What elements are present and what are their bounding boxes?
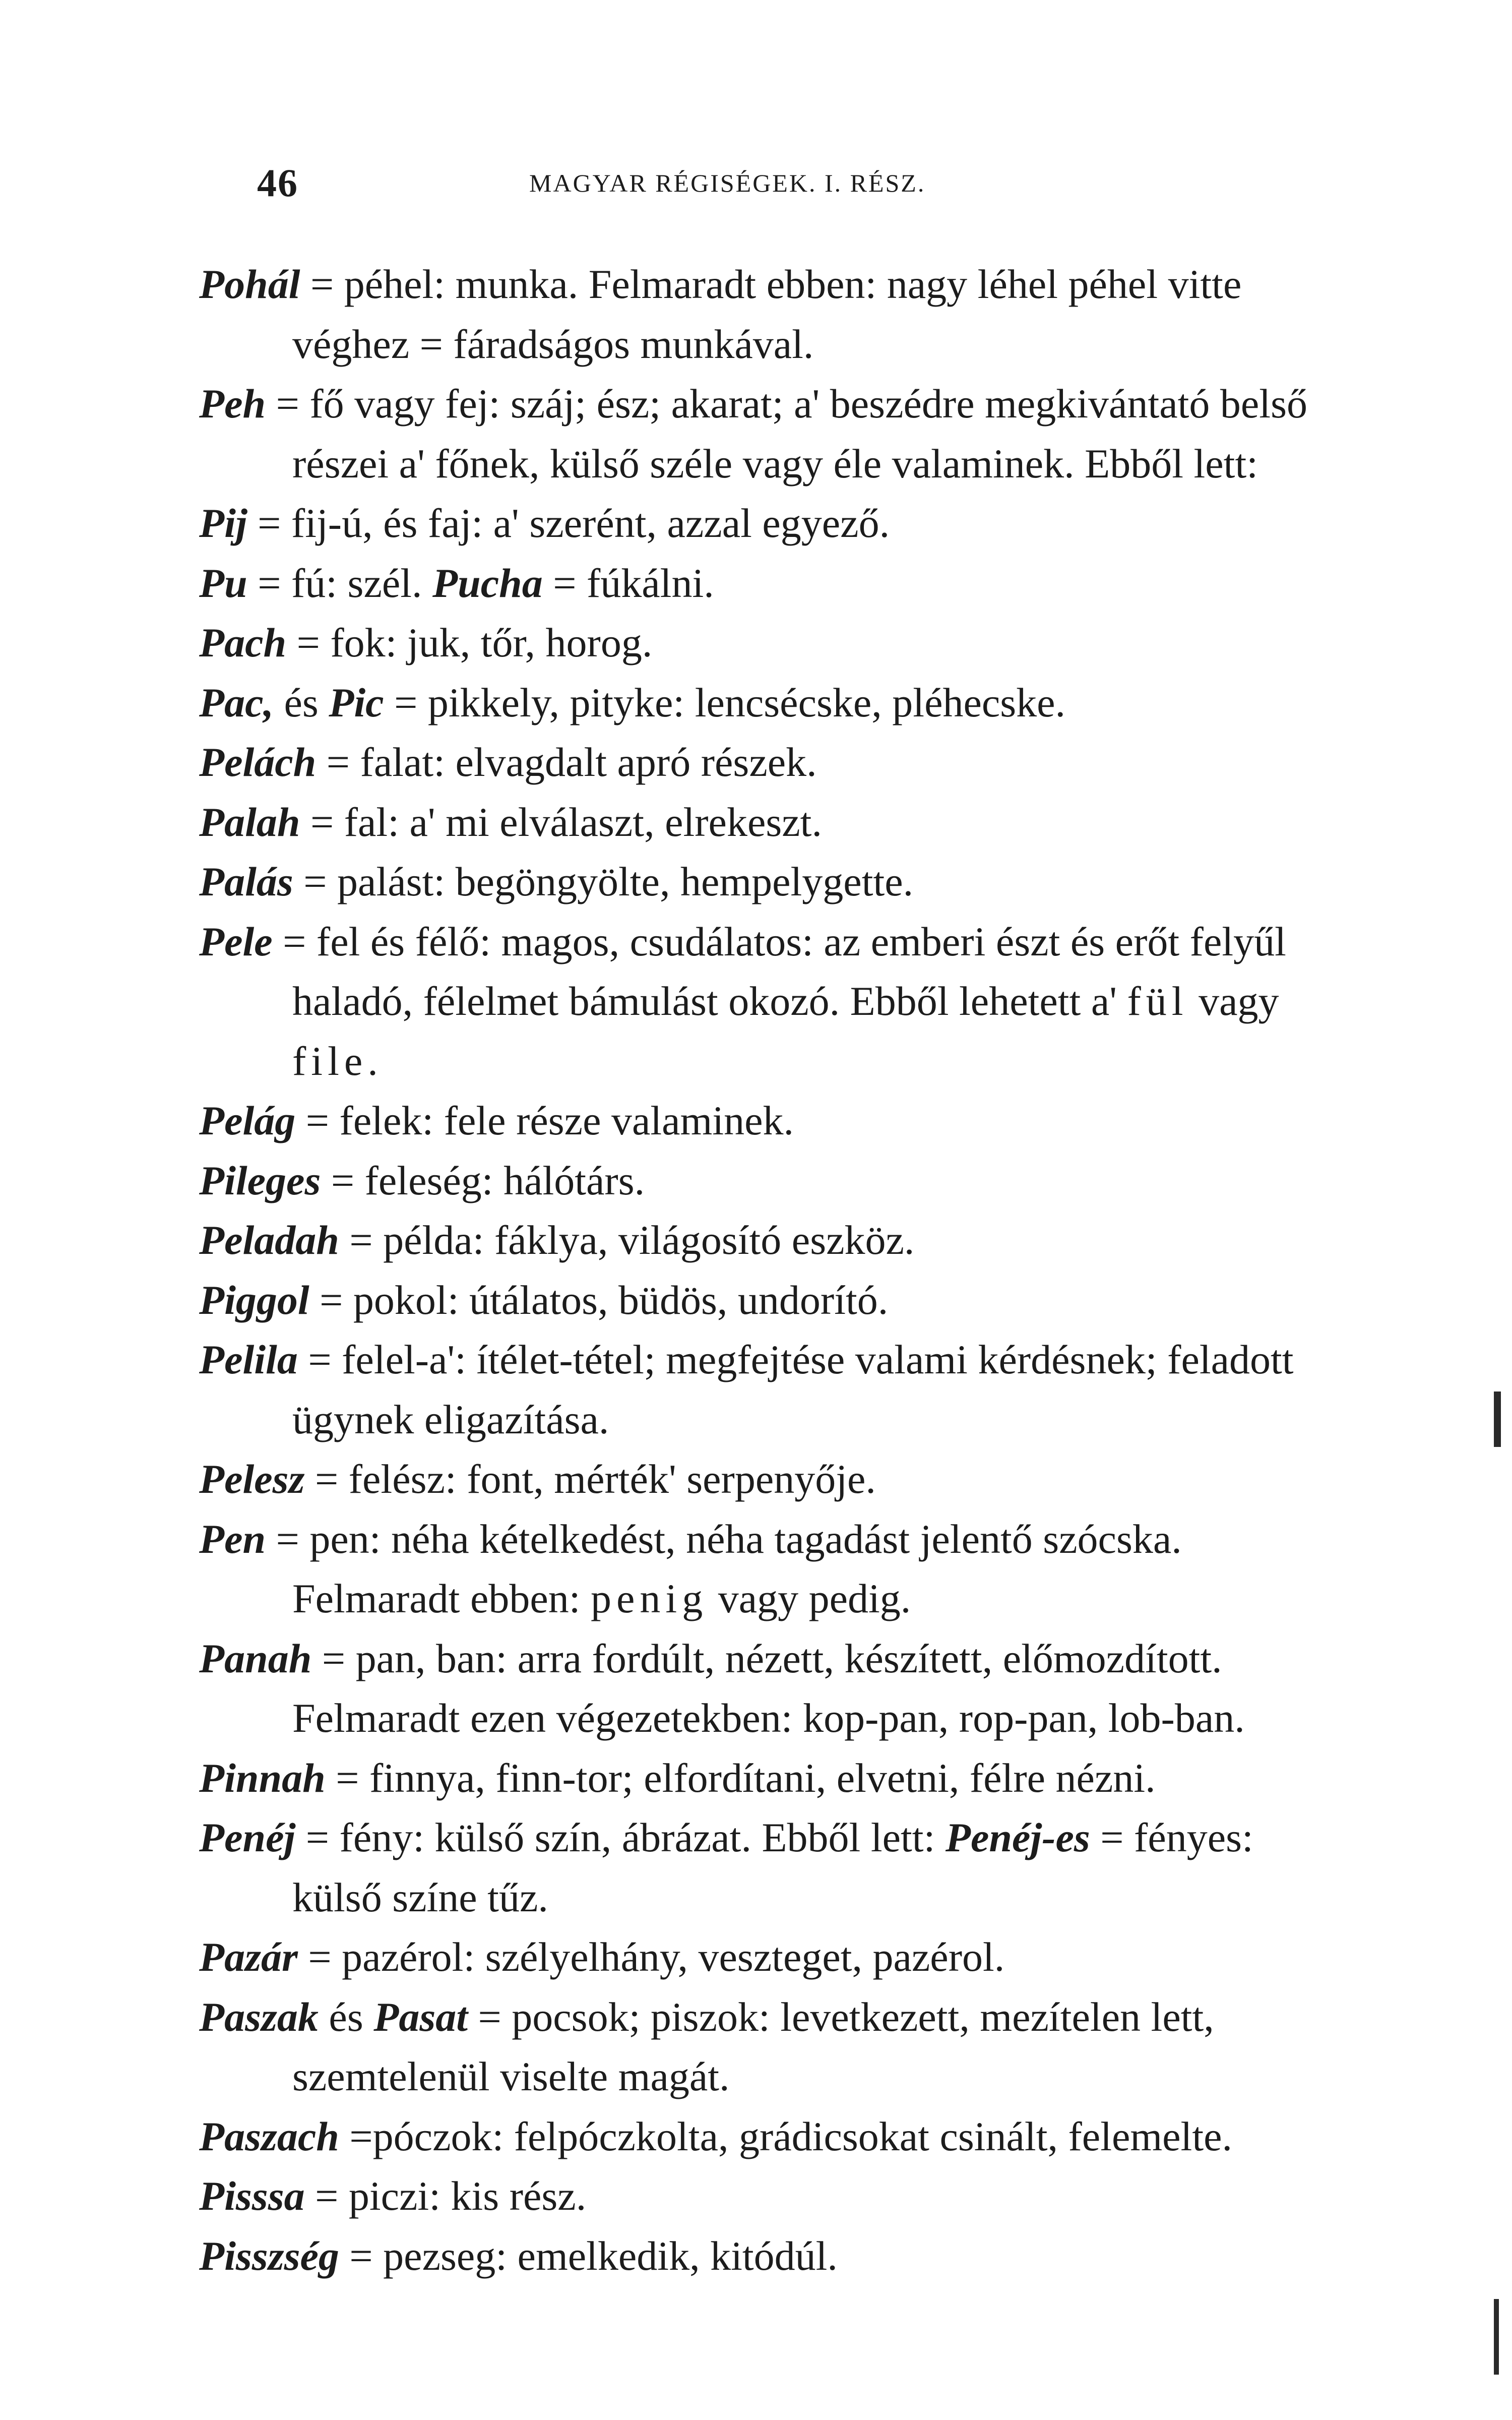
definition: felész: font, mérték' serpenyője. — [338, 1456, 876, 1502]
headword: Pelila — [199, 1337, 298, 1382]
headword: Pu — [199, 560, 247, 606]
equals-sign: = — [303, 859, 327, 904]
headword: Pelesz — [199, 1456, 305, 1502]
equals-sign: = — [305, 1098, 330, 1143]
entry-piggol — [199, 1270, 1323, 1330]
entry-palah — [199, 793, 1323, 853]
entry-pelach — [199, 733, 1323, 793]
definition: fény: külső szín, ábrázat. Ebből lett: — [329, 1814, 946, 1860]
running-head: MAGYAR RÉGISÉGEK. I. RÉSZ. — [529, 169, 926, 197]
equals-sign: = — [310, 799, 334, 845]
entry-pelesz — [199, 1449, 1323, 1509]
page-header — [227, 160, 1285, 206]
definition: fij-ú, és faj: a' szerént, azzal egyező. — [281, 500, 890, 546]
equals-sign: = — [320, 1277, 343, 1323]
entry-paszach — [199, 2107, 1323, 2167]
equals-sign: = — [349, 1217, 373, 1263]
equals-sign: = — [331, 1157, 355, 1203]
entry-penej — [199, 1808, 1323, 1927]
entry-pisszseg — [199, 2226, 1323, 2286]
headword: Pac, — [199, 679, 274, 725]
headword: Paszak — [199, 1993, 319, 2040]
headword: Palás — [199, 859, 293, 904]
headword: Pisssa — [199, 2173, 305, 2219]
definition: felek: fele része valaminek. — [329, 1098, 794, 1143]
equals-sign: = — [308, 1337, 332, 1382]
page-number: 46 — [257, 161, 298, 205]
headword: Pelách — [199, 739, 317, 785]
spaced-word: penig — [591, 1576, 708, 1621]
headword: Piggol — [199, 1277, 309, 1323]
entry-pen — [199, 1509, 1323, 1629]
definition: pan, ban: arra fordúlt, nézett, készített, előmozdított. Felmaradt ezen végezetekben: kop-pan, rop-pan, lob-ban. — [292, 1635, 1245, 1741]
headword: Panah — [199, 1635, 312, 1681]
equals-sign: = — [326, 739, 350, 785]
equals-sign: = — [258, 560, 281, 606]
entry-pij — [199, 494, 1323, 554]
definition-cont: = pocsok; piszok: levetkezett, mezítelen lett, szemtelenül viselte magát. — [292, 1993, 1214, 2099]
sub-headword: Pucha — [432, 560, 543, 606]
definition: példa: fáklya, világosító eszköz. — [372, 1217, 915, 1263]
headword: Pileges — [199, 1157, 321, 1203]
equals-sign: = — [276, 381, 299, 427]
equals-sign: = — [349, 2232, 373, 2279]
equals-sign: = — [258, 500, 281, 546]
definition-cont: = pikkely, pityke: lencsécske, pléhecske. — [384, 679, 1066, 725]
definition: póczok: felpóczkolta, grádicsokat csinált, felemelte. — [372, 2113, 1233, 2159]
equals-sign: = — [276, 1516, 299, 1562]
headword: Penéj — [199, 1814, 296, 1860]
entry-pohal — [199, 255, 1323, 374]
entry-pileges — [199, 1151, 1323, 1211]
definition: feleség: hálótárs. — [354, 1157, 645, 1203]
sub-headword: Pasat — [373, 1993, 468, 2040]
definition: piczi: kis rész. — [338, 2173, 587, 2219]
sub-headword: Pic — [329, 679, 384, 725]
headword: Peh — [199, 381, 266, 427]
definition-cont: vagy pedig. — [708, 1576, 911, 1621]
headword: Peladah — [199, 1217, 339, 1263]
entry-peh — [199, 374, 1323, 494]
headword: Pen — [199, 1516, 266, 1562]
definition: felel-a': ítélet-tétel; megfejtése valami kérdésnek; feladott ügynek eligazítása. — [292, 1337, 1294, 1442]
margin-mark — [1494, 2299, 1499, 2375]
definition: finnya, finn-tor; elfordítani, elvetni, félre nézni. — [359, 1754, 1156, 1801]
entry-pele — [199, 912, 1323, 1092]
margin-mark — [1494, 1392, 1501, 1447]
headword: Pach — [199, 620, 287, 666]
definition-cont: vagy — [1188, 978, 1279, 1024]
definition: pen: néha kételkedést, néha tagadást jelentő szócska. Felmaradt ebben: — [292, 1516, 1182, 1621]
equals-sign: = — [305, 1814, 330, 1860]
definition-cont: = fényes: külső színe tűz. — [292, 1814, 1253, 1920]
equals-sign: = — [336, 1754, 359, 1801]
headword: Palah — [199, 799, 300, 845]
entry-pelag — [199, 1091, 1323, 1151]
entry-peladah — [199, 1211, 1323, 1270]
definition: fú: szél. — [281, 560, 433, 606]
entry-pelila — [199, 1330, 1323, 1449]
entry-pisssa — [199, 2166, 1323, 2226]
definition: falat: elvagdalt apró részek. — [350, 739, 817, 785]
definition: fő vagy fej: száj; ész; akarat; a' beszédre megkivántató belső részei a' főnek, külső széle vagy éle valaminek. Ebből lett: — [292, 381, 1307, 487]
equals-sign: = — [310, 261, 334, 307]
equals-sign: = — [296, 620, 320, 666]
definition: fok: juk, tőr, horog. — [320, 620, 653, 666]
entry-pinnah — [199, 1748, 1323, 1808]
headword: Pinnah — [199, 1754, 326, 1801]
entry-pac — [199, 673, 1323, 733]
definition-cont: = fúkálni. — [542, 560, 714, 606]
headword: Pazár — [199, 1934, 298, 1980]
headword: Pisszség — [199, 2232, 339, 2279]
equals-sign: = — [283, 918, 306, 964]
entry-palas — [199, 852, 1323, 912]
equals-sign: = — [308, 1934, 332, 1980]
definition: és — [318, 1993, 374, 2040]
definition: fel és félő: magos, csudálatos: az emberi észt és erőt felyűl haladó, félelmet bámulást okozó. Ebből lehetett a' — [292, 918, 1286, 1024]
definition: és — [273, 679, 329, 725]
dictionary-entries — [199, 255, 1323, 2286]
spaced-word: fül — [1127, 978, 1188, 1024]
headword: Pelág — [199, 1098, 296, 1143]
definition: pezseg: emelkedik, kitódúl. — [372, 2232, 838, 2279]
spaced-word: file — [292, 1038, 368, 1084]
entry-pazar — [199, 1927, 1323, 1987]
definition: pazérol: szélyelhány, veszteget, pazérol. — [331, 1934, 1005, 1980]
entry-pu — [199, 554, 1323, 614]
headword: Pohál — [199, 261, 300, 307]
equals-sign: = — [315, 2173, 339, 2219]
entry-paszak — [199, 1987, 1323, 2107]
definition: palást: begöngyölte, hempelygette. — [327, 859, 914, 904]
definition: péhel: munka. Felmaradt ebben: nagy léhel péhel vitte véghez = fáradságos munkával. — [292, 261, 1242, 367]
definition-end: . — [367, 1038, 378, 1084]
entry-panah — [199, 1629, 1323, 1748]
equals-sign: = — [314, 1456, 339, 1502]
headword: Pij — [199, 500, 247, 546]
equals-sign: = — [349, 2113, 373, 2159]
entry-pach — [199, 613, 1323, 673]
sub-headword: Penéj-es — [945, 1814, 1090, 1860]
equals-sign: = — [322, 1635, 346, 1681]
headword: Paszach — [199, 2113, 339, 2159]
headword: Pele — [199, 918, 273, 964]
definition: fal: a' mi elválaszt, elrekeszt. — [334, 799, 822, 845]
definition: pokol: útálatos, büdös, undorító. — [343, 1277, 889, 1323]
